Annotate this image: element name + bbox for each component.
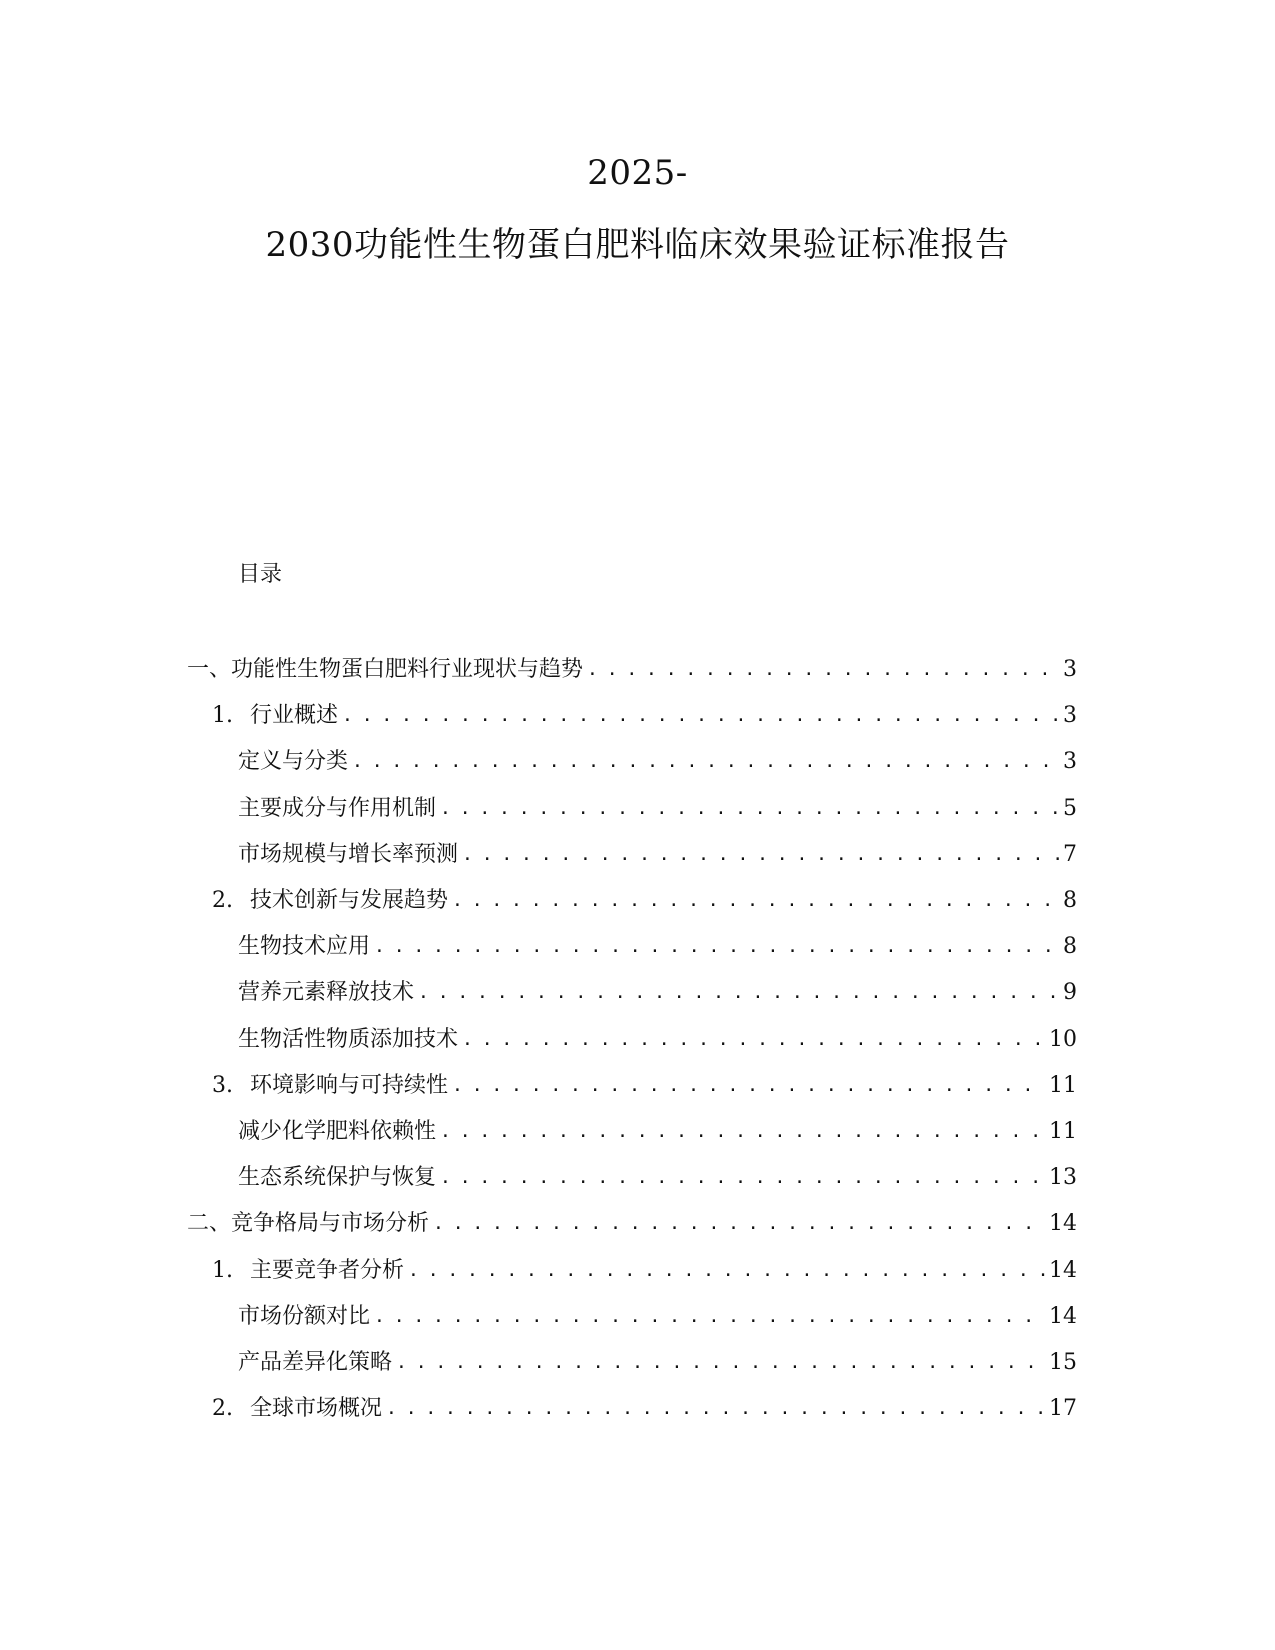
toc-entry-label: 行业概述 [250,703,339,728]
toc-entry-label: 市场份额对比 [238,1304,371,1329]
toc-entry-label: 减少化学肥料依赖性 [238,1119,437,1144]
toc-entry[interactable] [212,701,1077,731]
toc-entry-page-number: 5 [1063,796,1077,821]
toc-dot-leader [396,1348,1045,1378]
toc-dot-leader [587,655,1059,685]
toc-dot-leader [440,794,1059,824]
toc-dot-leader [433,1209,1045,1239]
toc-dot-leader [386,1394,1045,1424]
toc-entry[interactable] [212,886,1077,916]
toc-dot-leader [452,1071,1045,1101]
toc-heading: 目录 [238,562,283,587]
toc-entry-label: 功能性生物蛋白肥料行业现状与趋势 [231,657,584,682]
toc-dot-leader [374,1302,1045,1332]
toc-entry[interactable] [238,1302,1077,1332]
toc-entry-number: 1. [212,703,233,728]
toc-entry-label: 技术创新与发展趋势 [250,888,449,913]
toc-entry-label: 市场规模与增长率预测 [238,842,459,867]
toc-entry[interactable] [212,1394,1077,1424]
toc-entry-page-number: 7 [1063,842,1077,867]
toc-dot-leader [440,1117,1045,1147]
toc-entry-label: 产品差异化策略 [238,1350,393,1375]
toc-dot-leader [342,701,1059,731]
toc-entry-number: 一、 [187,657,232,682]
toc-entry-page-number: 17 [1049,1396,1077,1421]
title-line-2: 2030功能性生物蛋白肥料临床效果验证标准报告 [265,225,1010,265]
toc-dot-leader [374,932,1059,962]
toc-entry-page-number: 14 [1049,1211,1077,1236]
toc-dot-leader [408,1256,1045,1286]
toc-entry-label: 全球市场概况 [250,1396,383,1421]
toc-entry-label: 生物活性物质添加技术 [238,1027,459,1052]
toc-entry[interactable] [212,1071,1077,1101]
toc-entry[interactable] [238,840,1077,870]
toc-entry-page-number: 8 [1063,934,1077,959]
toc-dot-leader [440,1163,1045,1193]
toc-entry-number: 1. [212,1258,233,1283]
toc-entry[interactable] [238,932,1077,962]
toc-entry-label: 主要成分与作用机制 [238,796,437,821]
toc-dot-leader [462,1025,1045,1055]
toc-entry-page-number: 8 [1063,888,1077,913]
toc-entry-label: 环境影响与可持续性 [250,1073,449,1098]
toc-entry[interactable] [238,794,1077,824]
toc-entry[interactable] [212,1256,1077,1286]
toc-entry-label: 营养元素释放技术 [238,980,415,1005]
toc-entry-page-number: 10 [1049,1027,1077,1052]
toc-entry[interactable] [187,1209,1077,1239]
toc-entry-label: 生态系统保护与恢复 [238,1165,437,1190]
toc-dot-leader [352,747,1059,777]
toc-entry-page-number: 15 [1049,1350,1077,1375]
toc-dot-leader [462,840,1059,870]
toc-entry-label: 生物技术应用 [238,934,371,959]
toc-entry-number: 2. [212,888,233,913]
title-line-1: 2025- [587,153,688,193]
toc-entry-number: 2. [212,1396,233,1421]
toc-entry-page-number: 13 [1049,1165,1077,1190]
toc-entry-label: 主要竞争者分析 [250,1258,405,1283]
toc-entry[interactable] [238,1025,1077,1055]
toc-entry-number: 二、 [187,1211,232,1236]
toc-entry-page-number: 3 [1063,657,1077,682]
toc-entry-label: 定义与分类 [238,749,349,774]
toc-entry-page-number: 11 [1049,1073,1077,1098]
toc-entry-page-number: 11 [1049,1119,1077,1144]
toc-entry[interactable] [238,978,1077,1008]
toc-entry-number: 3. [212,1073,233,1098]
toc-entry[interactable] [187,655,1077,685]
toc-dot-leader [452,886,1059,916]
toc-entry-page-number: 14 [1049,1304,1077,1329]
toc-entry-page-number: 3 [1063,749,1077,774]
toc-entry-page-number: 9 [1063,980,1077,1005]
toc-entry-page-number: 3 [1063,703,1077,728]
toc-entry[interactable] [238,1348,1077,1378]
toc-entry-label: 竞争格局与市场分析 [231,1211,430,1236]
toc-entry[interactable] [238,1117,1077,1147]
toc-entry[interactable] [238,1163,1077,1193]
toc-entry-page-number: 14 [1049,1258,1077,1283]
toc-entry[interactable] [238,747,1077,777]
toc-dot-leader [418,978,1059,1008]
